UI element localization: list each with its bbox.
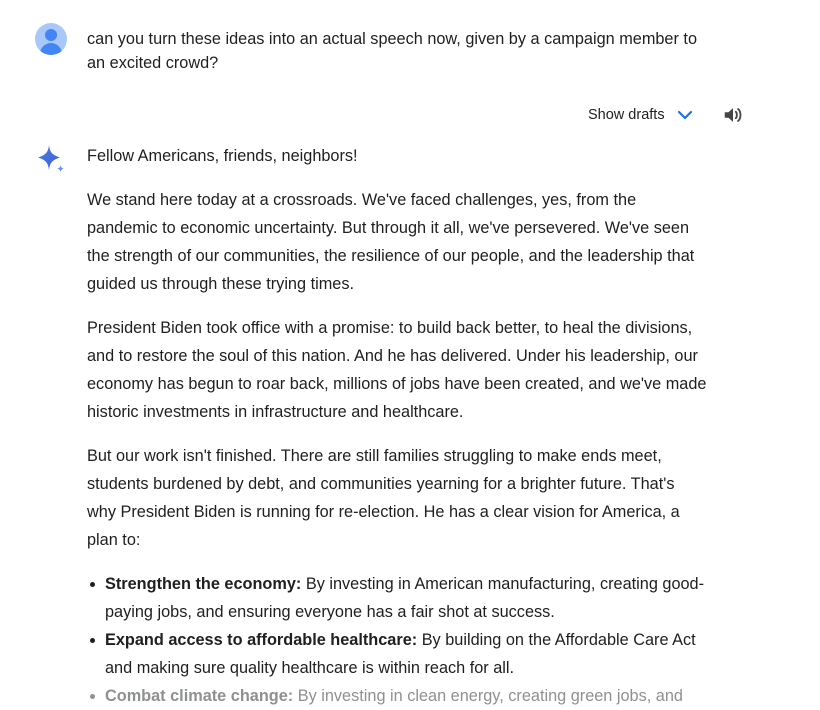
list-item-text: By investing in American manufacturing, creating good-paying jobs, and ensuring everyone has a fair shot at success. bbox=[105, 575, 705, 621]
speech-paragraph-1: We stand here today at a crossroads. We've faced challenges, yes, from the pandemic to economic uncertainty. But through it all, we've persevered. We've seen the strength of our communities, the resilience of our people, and the leadership that guided us through these trying times. bbox=[87, 191, 695, 293]
list-item-text: By investing in clean energy, creating green jobs, and bbox=[293, 687, 683, 705]
list-item-heading: Combat climate change: bbox=[105, 687, 294, 705]
plan-list bbox=[87, 570, 707, 710]
chevron-down-icon bbox=[677, 110, 693, 120]
list-item-text: By building on the Affordable Care Act and making sure quality healthcare is within reach for all. bbox=[105, 631, 696, 677]
account-circle-icon[interactable] bbox=[35, 23, 67, 55]
show-drafts-label: Show drafts bbox=[588, 107, 665, 123]
gemini-spark-icon bbox=[36, 144, 66, 174]
speaker-icon bbox=[722, 104, 744, 126]
show-drafts-button[interactable] bbox=[580, 101, 701, 129]
speech-paragraph-2: President Biden took office with a promise: to build back better, to heal the divisions, and to restore the soul of this nation. And he has delivered. Under his leadership, our economy has begun to roar back, millions of jobs have been created, and we've made historic investments in infrastructure and healthcare. bbox=[87, 319, 707, 421]
list-item bbox=[105, 626, 707, 682]
list-item-heading: Expand access to affordable healthcare: bbox=[105, 631, 418, 649]
read-aloud-button[interactable] bbox=[719, 101, 747, 129]
user-prompt-text: can you turn these ideas into an actual speech now, given by a campaign member to an excited crowd? bbox=[87, 30, 698, 72]
speech-paragraph-3: But our work isn't finished. There are still families struggling to make ends meet, students burdened by debt, and communities yearning for a brighter future. That's why President Biden is running for re-election. He has a clear vision for America, a plan to: bbox=[87, 447, 680, 549]
speech-greeting: Fellow Americans, friends, neighbors! bbox=[87, 147, 358, 165]
assistant-response bbox=[87, 142, 707, 710]
list-item bbox=[105, 570, 707, 626]
list-item-heading: Strengthen the economy: bbox=[105, 575, 302, 593]
list-item bbox=[105, 682, 707, 710]
